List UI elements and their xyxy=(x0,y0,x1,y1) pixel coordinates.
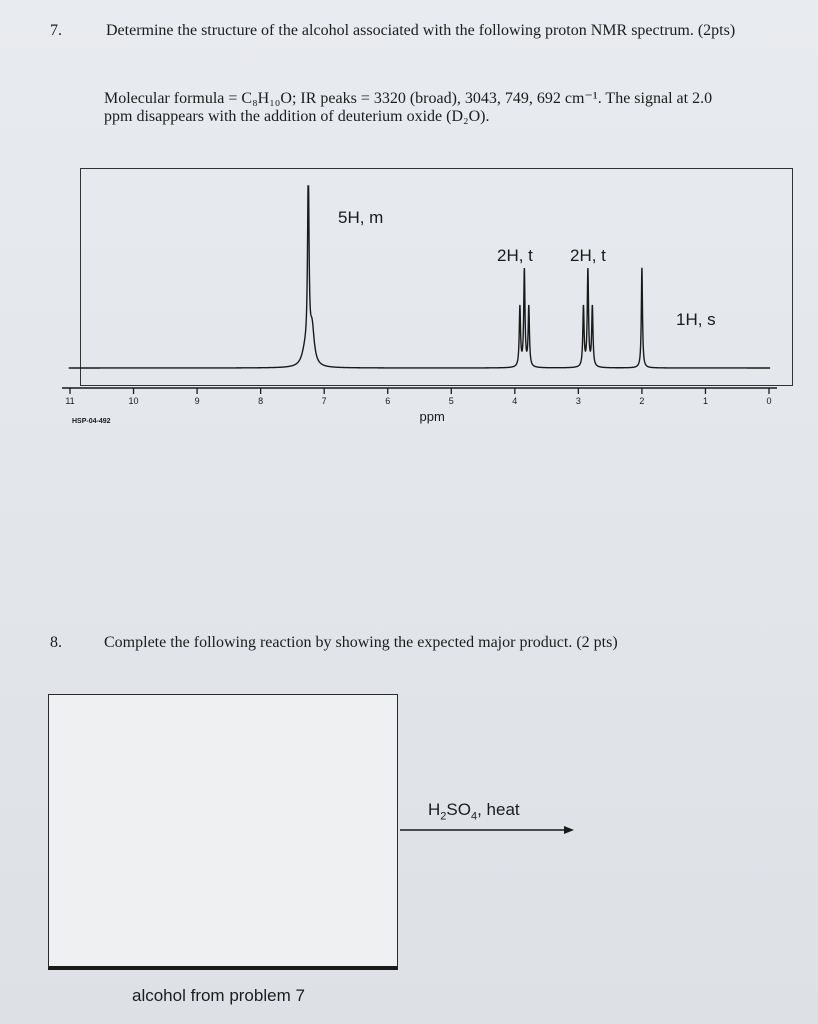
x-tick-label-10: 10 xyxy=(128,396,139,406)
question-7-number: 7. xyxy=(50,22,62,39)
x-tick-label-11: 11 xyxy=(65,396,75,406)
nmr-trace xyxy=(69,186,770,368)
answer-box-caption: alcohol from problem 7 xyxy=(132,986,305,1005)
question-8-number: 8. xyxy=(50,634,62,651)
question-7-d2o-line: ppm disappears with the addition of deuterium oxide (D₂O). xyxy=(104,108,490,125)
question-8-prompt: Complete the following reaction by showing the expected major product. (2 pts) xyxy=(104,634,618,651)
x-tick-label-9: 9 xyxy=(194,396,200,406)
reagent-heat: , heat xyxy=(477,800,520,819)
x-tick-label-1: 1 xyxy=(702,396,708,406)
x-tick-label-2: 2 xyxy=(639,396,645,406)
reaction-arrow xyxy=(398,820,578,840)
reagent-sub-4: 4 xyxy=(470,810,478,823)
peak-label-1h-s: 1H, s xyxy=(676,310,716,329)
reagent-so: SO xyxy=(446,800,471,819)
x-tick-label-5: 5 xyxy=(448,396,454,406)
peak-label-2h-t-1: 2H, t xyxy=(497,246,533,265)
question-7-prompt: Determine the structure of the alcohol associated with the following proton NMR spectrum. (2pts) xyxy=(106,22,736,39)
question-7-formula-line: Molecular formula = C₈H₁₀O; IR peaks = 3320 (broad), 3043, 749, 692 cm⁻¹. The signal at 2.0 xyxy=(104,90,713,107)
ppm-axis-label: ppm xyxy=(419,409,445,424)
reagent-sub-2: 2 xyxy=(440,810,447,823)
peak-label-5h-m: 5H, m xyxy=(338,208,384,227)
nmr-spectrum xyxy=(0,0,818,440)
x-tick-label-0: 0 xyxy=(766,396,772,406)
x-tick-label-6: 6 xyxy=(385,396,391,406)
x-tick-label-8: 8 xyxy=(258,396,264,406)
peak-label-2h-t-2: 2H, t xyxy=(570,246,606,265)
spectrum-source-id: HSP-04-492 xyxy=(72,418,111,425)
x-tick-label-3: 3 xyxy=(575,396,581,406)
reagent-h: H xyxy=(428,800,441,819)
answer-box-alcohol[interactable] xyxy=(48,694,398,970)
x-tick-label-7: 7 xyxy=(321,396,327,406)
x-tick-label-4: 4 xyxy=(512,396,518,406)
